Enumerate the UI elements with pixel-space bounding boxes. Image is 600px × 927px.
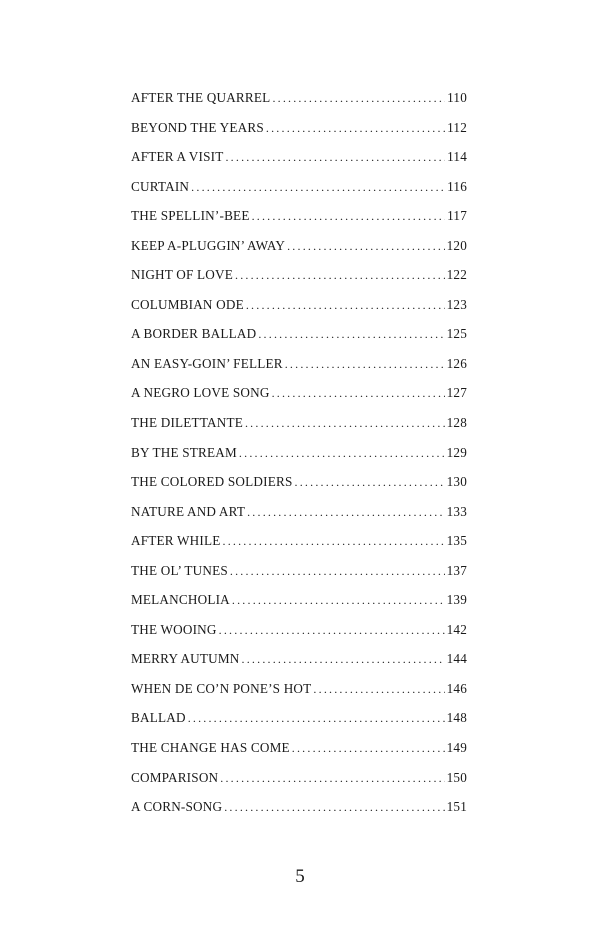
- toc-entry[interactable]: [131, 592, 467, 622]
- toc-entry-page: 139: [446, 592, 467, 608]
- dot-leader: [272, 91, 445, 106]
- toc-entry-page: 149: [446, 740, 467, 756]
- toc-entry[interactable]: [131, 710, 467, 740]
- dot-leader: [235, 268, 445, 283]
- toc-entry-page: 129: [446, 444, 467, 460]
- toc-entry-page: 144: [446, 651, 467, 667]
- toc-entry[interactable]: [131, 770, 467, 800]
- toc-entry-page: 112: [447, 119, 467, 135]
- toc-entry[interactable]: [131, 622, 467, 652]
- toc-entry-title: WHEN DE CO’N PONE’S HOT: [131, 680, 312, 696]
- toc-entry-title: CURTAIN: [131, 178, 190, 194]
- dot-leader: [295, 475, 445, 490]
- toc-entry-page: 148: [446, 710, 467, 726]
- toc-entry[interactable]: [131, 504, 467, 534]
- toc-entry-title: A BORDER BALLAD: [131, 326, 257, 342]
- toc-entry-page: 150: [446, 769, 467, 785]
- toc-entry-page: 126: [446, 355, 467, 371]
- dot-leader: [224, 800, 444, 815]
- dot-leader: [220, 771, 444, 786]
- toc-entry[interactable]: [131, 445, 467, 475]
- toc-entry-title: MERRY AUTUMN: [131, 651, 240, 667]
- toc-entry-page: 120: [446, 237, 467, 253]
- toc-entry[interactable]: [131, 120, 467, 150]
- toc-entry[interactable]: [131, 356, 467, 386]
- toc-entry-page: 135: [446, 533, 467, 549]
- toc-entry-title: BEYOND THE YEARS: [131, 119, 264, 135]
- toc-entry-title: THE DILETTANTE: [131, 415, 243, 431]
- dot-leader: [219, 623, 445, 638]
- toc-entry-title: A CORN-SONG: [131, 799, 223, 815]
- dot-leader: [188, 711, 445, 726]
- toc-entry-page: 142: [446, 621, 467, 637]
- toc-entry-title: AFTER WHILE: [131, 533, 221, 549]
- toc-entry-page: 146: [446, 680, 467, 696]
- toc-entry[interactable]: [131, 179, 467, 209]
- toc-entry-page: 114: [447, 149, 467, 165]
- dot-leader: [232, 593, 445, 608]
- dot-leader: [285, 357, 445, 372]
- toc-entry-title: THE CHANGE HAS COME: [131, 740, 290, 756]
- toc-entry-title: COMPARISON: [131, 769, 219, 785]
- dot-leader: [223, 534, 445, 549]
- toc-entry[interactable]: [131, 208, 467, 238]
- table-of-contents: [131, 90, 467, 829]
- dot-leader: [225, 150, 445, 165]
- toc-entry[interactable]: [131, 474, 467, 504]
- toc-entry[interactable]: [131, 297, 467, 327]
- toc-entry[interactable]: [131, 238, 467, 268]
- toc-entry-page: 110: [447, 90, 467, 105]
- dot-leader: [258, 327, 444, 342]
- dot-leader: [252, 209, 446, 224]
- toc-entry[interactable]: [131, 533, 467, 563]
- dot-leader: [287, 239, 445, 254]
- toc-entry-title: KEEP A-PLUGGIN’ AWAY: [131, 237, 286, 253]
- toc-entry-page: 128: [446, 415, 467, 431]
- toc-entry-title: AFTER A VISIT: [131, 149, 224, 165]
- dot-leader: [272, 386, 445, 401]
- dot-leader: [245, 416, 445, 431]
- toc-entry[interactable]: [131, 385, 467, 415]
- toc-entry-page: 137: [446, 562, 467, 578]
- toc-entry[interactable]: [131, 149, 467, 179]
- toc-entry[interactable]: [131, 90, 467, 120]
- toc-entry-title: THE OL’ TUNES: [131, 562, 228, 578]
- toc-entry[interactable]: [131, 799, 467, 829]
- toc-entry-page: 133: [446, 503, 467, 519]
- dot-leader: [266, 121, 445, 136]
- toc-entry-page: 151: [446, 799, 467, 815]
- toc-entry[interactable]: [131, 415, 467, 445]
- toc-entry-title: A NEGRO LOVE SONG: [131, 385, 270, 401]
- dot-leader: [191, 180, 445, 195]
- toc-entry[interactable]: [131, 563, 467, 593]
- dot-leader: [239, 446, 445, 461]
- toc-entry-title: AN EASY-GOIN’ FELLER: [131, 355, 283, 371]
- toc-entry-title: COLUMBIAN ODE: [131, 296, 244, 312]
- dot-leader: [246, 298, 445, 313]
- toc-entry[interactable]: [131, 681, 467, 711]
- toc-entry[interactable]: [131, 740, 467, 770]
- toc-entry-page: 123: [446, 296, 467, 312]
- toc-entry-title: AFTER THE QUARREL: [131, 90, 271, 105]
- toc-entry-title: THE COLORED SOLDIERS: [131, 474, 293, 490]
- toc-entry[interactable]: [131, 267, 467, 297]
- page-number: 5: [295, 866, 305, 887]
- toc-entry-page: 116: [447, 178, 467, 194]
- toc-entry-page: 117: [447, 208, 467, 224]
- toc-entry-title: BY THE STREAM: [131, 444, 237, 460]
- toc-entry-page: 122: [446, 267, 467, 283]
- toc-entry-page: 130: [446, 474, 467, 490]
- dot-leader: [247, 505, 445, 520]
- dot-leader: [292, 741, 445, 756]
- toc-entry-title: MELANCHOLIA: [131, 592, 230, 608]
- toc-entry-page: 127: [446, 385, 467, 401]
- toc-entry-title: NIGHT OF LOVE: [131, 267, 233, 283]
- toc-entry[interactable]: [131, 651, 467, 681]
- toc-entry-page: 125: [446, 326, 467, 342]
- toc-entry-title: NATURE AND ART: [131, 503, 246, 519]
- toc-entry-title: THE SPELLIN’-BEE: [131, 208, 250, 224]
- toc-entry-title: BALLAD: [131, 710, 186, 726]
- dot-leader: [242, 652, 445, 667]
- toc-entry[interactable]: [131, 326, 467, 356]
- toc-entry-title: THE WOOING: [131, 621, 217, 637]
- dot-leader: [313, 682, 444, 697]
- dot-leader: [230, 564, 445, 579]
